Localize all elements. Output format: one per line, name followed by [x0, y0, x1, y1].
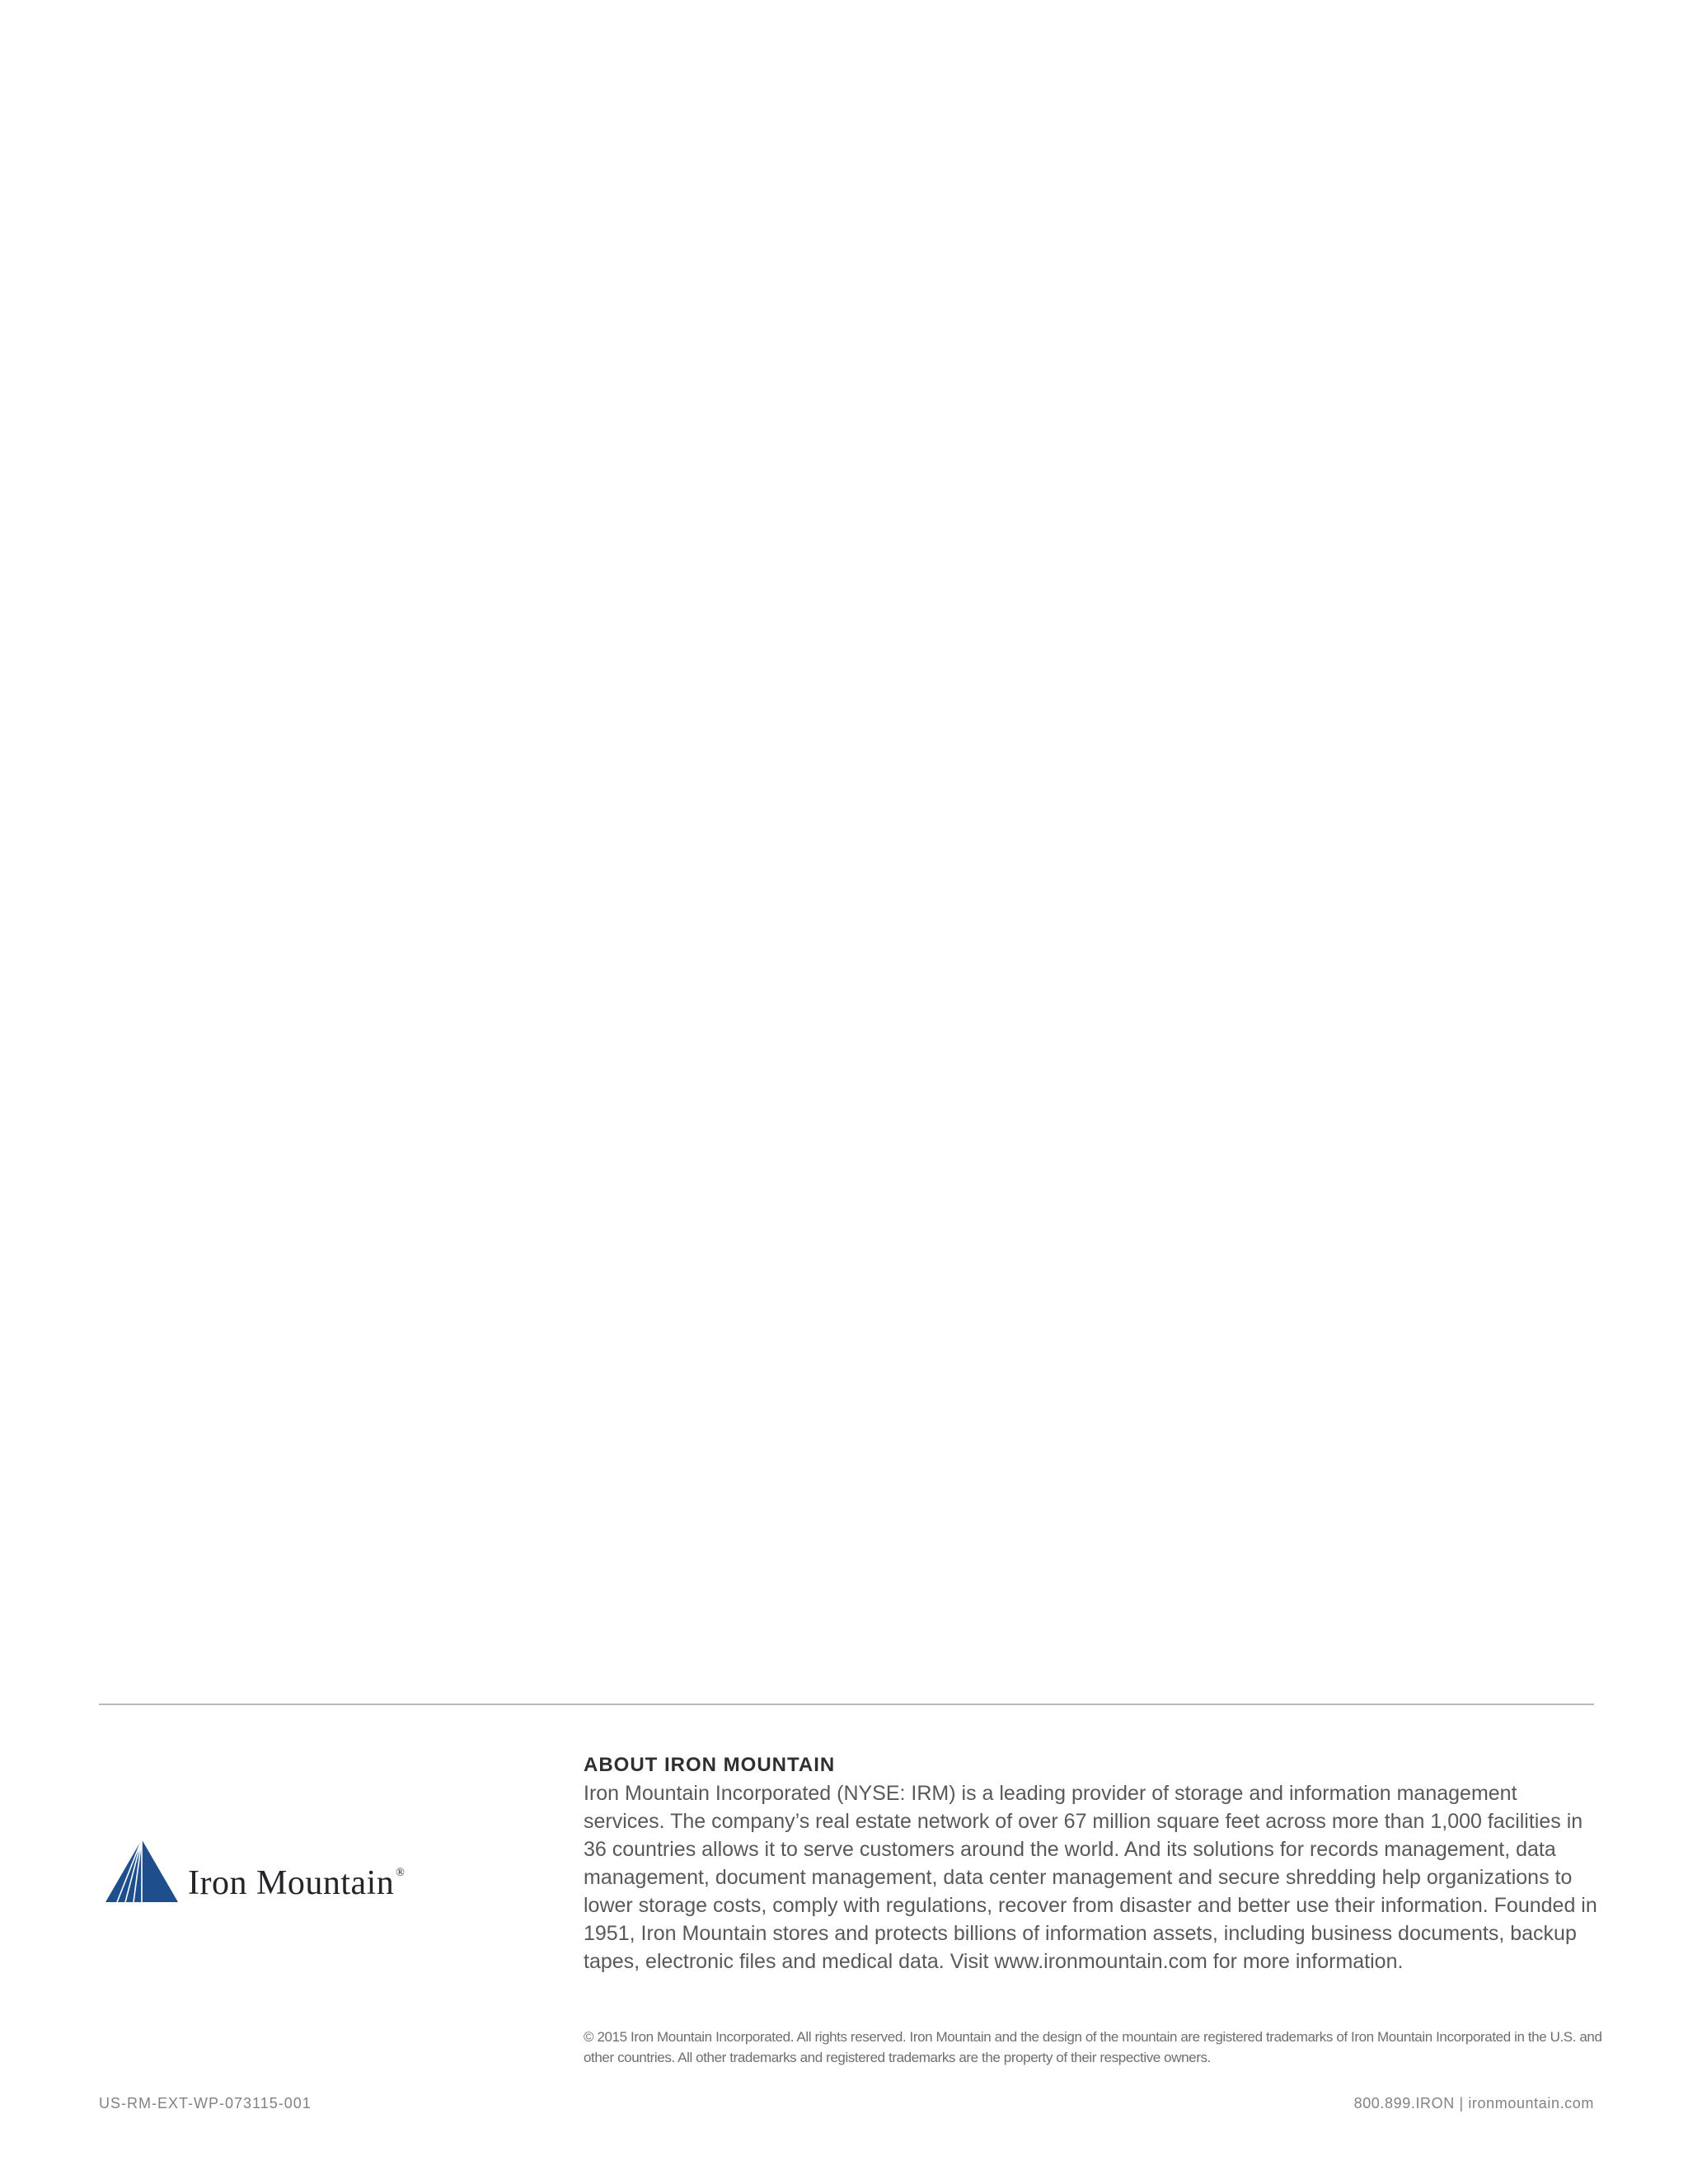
about-body: Iron Mountain Incorporated (NYSE: IRM) is a leading provider of storage and information management services. The company’s real estate network of over 67 million square feet across more than 1,000 facilities in 36 countries allows it to serve customers around the world. And its solutions for records management, data management, document management, data center management and secure shredding help organizations to lower storage costs, comply with regulations, recover from disaster and better use their information. Founded in 1951, Iron Mountain stores and protects billions of information assets, including business documents, backup tapes, electronic files and medical data. Visit www.ironmountain.com for more information. [584, 1782, 1597, 1973]
about-heading: ABOUT IRON MOUNTAIN [584, 1754, 836, 1776]
contact-info: 800.899.IRON | ironmountain.com [1353, 2095, 1594, 2111]
registered-mark: ® [396, 1867, 406, 1879]
copyright-notice: © 2015 Iron Mountain Incorporated. All rights reserved. Iron Mountain and the design of the mountain are registered trademarks of Iron Mountain Incorporated in the U.S. and other countries. All other trademarks and registered trademarks are the property of their respective owners. [584, 2029, 1602, 2065]
iron-mountain-logo [106, 1840, 405, 1902]
mountain-icon [106, 1840, 178, 1902]
document-code: US-RM-EXT-WP-073115-001 [99, 2095, 312, 2111]
footer-divider [99, 1704, 1594, 1705]
about-section [584, 1753, 1597, 1975]
logo-wordmark: Iron Mountain ® [188, 1864, 406, 1902]
